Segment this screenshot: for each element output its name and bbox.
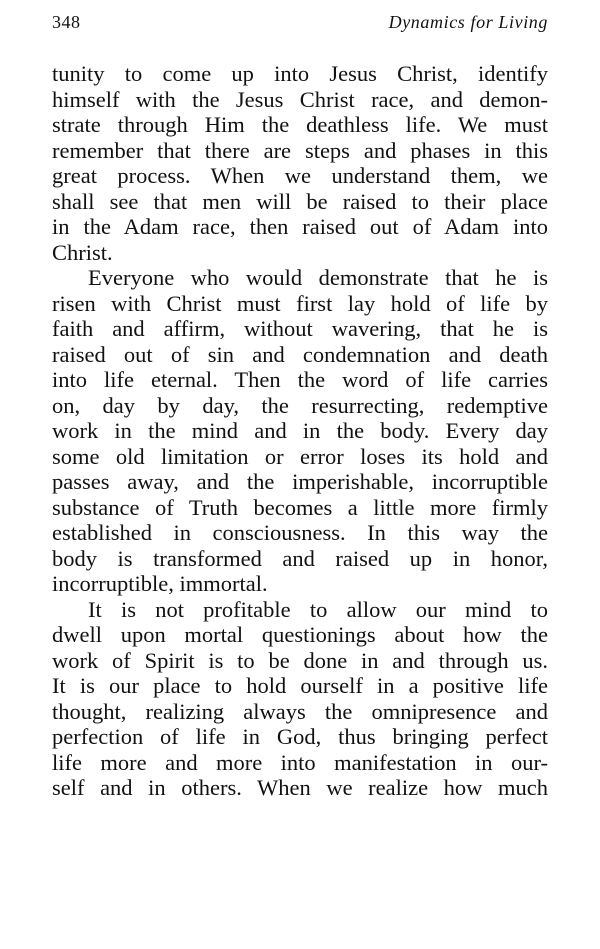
text-line: passes away, and the imperishable, incorruptible: [52, 469, 548, 494]
text-line: great process. When we understand them, we: [52, 163, 548, 188]
text-line: substance of Truth becomes a little more firmly: [52, 494, 548, 520]
text-line: Christ.: [52, 239, 113, 265]
text-line: life more and more into manifestation in our-: [52, 749, 548, 775]
text-line: into life eternal. Then the word of life carries: [52, 367, 548, 392]
page-number: 348: [52, 12, 81, 32]
text-line: in the Adam race, then raised out of Adam into: [52, 214, 548, 239]
text-line: It is our place to hold ourself in a positive life: [52, 673, 548, 698]
text-line: incorruptible, immortal.: [52, 571, 268, 596]
text-line: established in consciousness. In this way the: [52, 520, 548, 545]
text-line: thought, realizing always the omnipresence and: [52, 698, 548, 724]
paragraph-start-line: It is not profitable to allow our mind to: [88, 596, 548, 622]
text-line: dwell upon mortal questionings about how the: [52, 622, 548, 647]
text-line: shall see that men will be raised to their place: [52, 188, 548, 214]
text-line: work in the mind and in the body. Every day: [52, 418, 548, 443]
text-line: self and in others. When we realize how much: [52, 775, 548, 800]
text-line: some old limitation or error loses its hold and: [52, 443, 548, 469]
running-head: [52, 12, 548, 42]
text-line: work of Spirit is to be done in and through us.: [52, 647, 548, 673]
text-line: strate through Him the deathless life. We must: [52, 112, 548, 137]
text-line: on, day by day, the resurrecting, redemptive: [52, 392, 548, 418]
paragraph-start-line: Everyone who would demonstrate that he is: [88, 265, 548, 290]
text-line: faith and affirm, without wavering, that he is: [52, 316, 548, 341]
running-title: Dynamics for Living: [388, 12, 548, 32]
body-text: [52, 61, 548, 801]
text-line: raised out of sin and condemnation and death: [52, 341, 548, 367]
text-line: body is transformed and raised up in honor,: [52, 545, 548, 571]
text-line: remember that there are steps and phases in this: [52, 137, 548, 163]
text-line: risen with Christ must first lay hold of life by: [52, 290, 548, 316]
text-line: tunity to come up into Jesus Christ, identify: [52, 61, 548, 86]
text-line: perfection of life in God, thus bringing perfect: [52, 724, 548, 749]
text-line: himself with the Jesus Christ race, and demon-: [52, 86, 548, 112]
